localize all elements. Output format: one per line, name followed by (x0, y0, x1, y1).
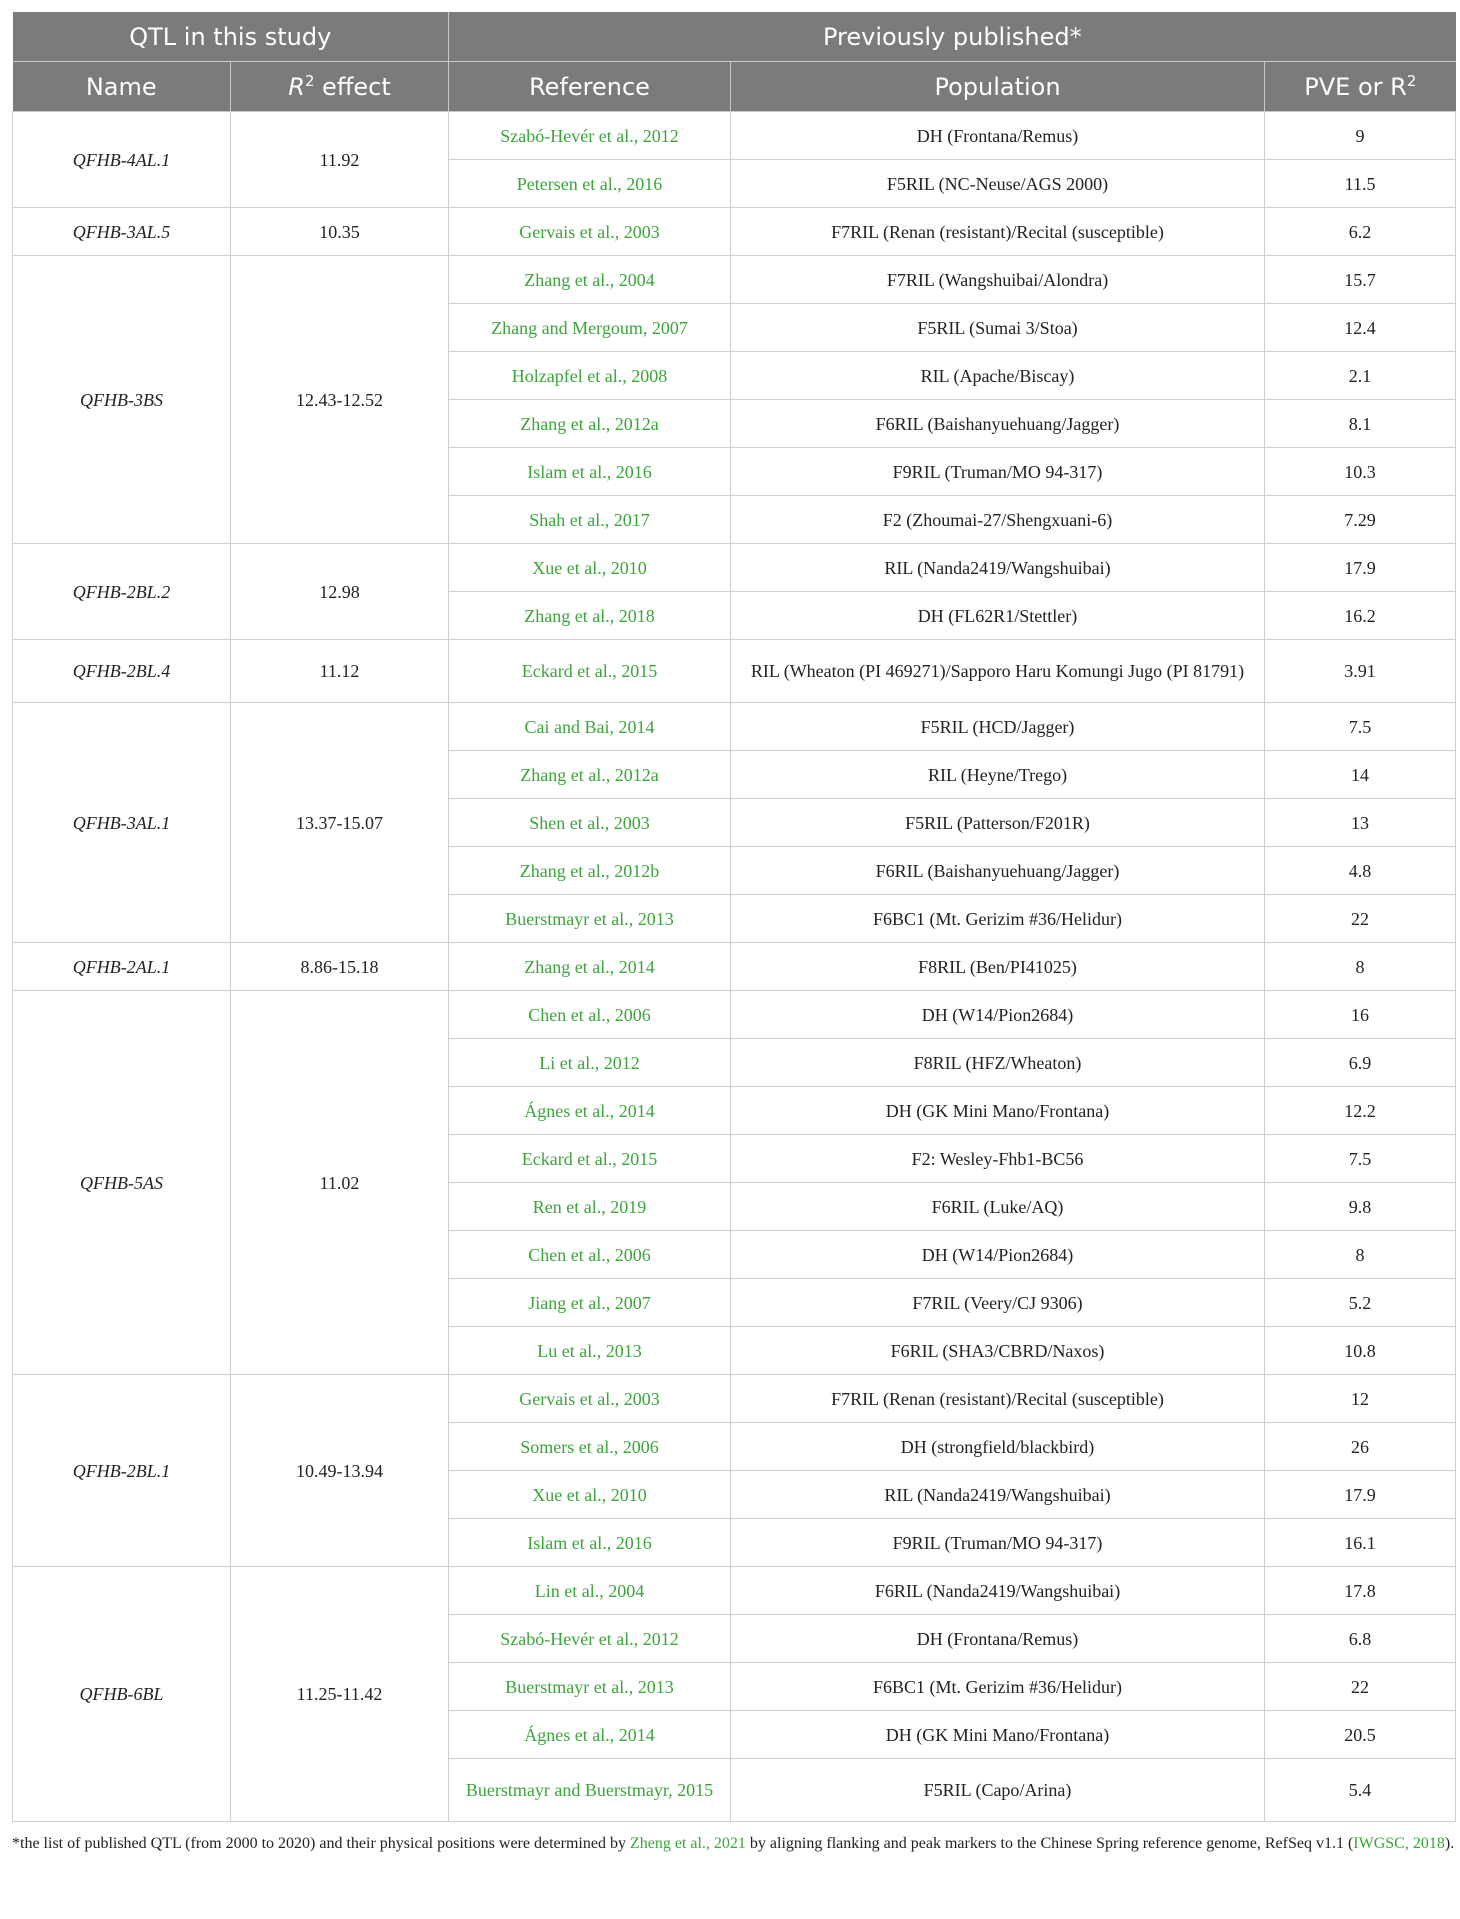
pve-cell: 5.4 (1265, 1759, 1456, 1822)
header-pve-label: PVE or R (1304, 73, 1407, 101)
reference-link[interactable]: Lin et al., 2004 (449, 1567, 731, 1615)
population-cell: F6RIL (SHA3/CBRD/Naxos) (731, 1327, 1265, 1375)
reference-link[interactable]: Ágnes et al., 2014 (449, 1711, 731, 1759)
header-effect-label: effect (314, 73, 391, 101)
reference-link[interactable]: Chen et al., 2006 (449, 991, 731, 1039)
pve-cell: 9.8 (1265, 1183, 1456, 1231)
reference-link[interactable]: Ren et al., 2019 (449, 1183, 731, 1231)
footnote-link-iwgsc-2018[interactable]: IWGSC, 2018 (1353, 1835, 1445, 1852)
reference-link[interactable]: Chen et al., 2006 (449, 1231, 731, 1279)
reference-link[interactable]: Zhang et al., 2018 (449, 592, 731, 640)
reference-link[interactable]: Zhang et al., 2012a (449, 400, 731, 448)
reference-link[interactable]: Cai and Bai, 2014 (449, 703, 731, 751)
footnote-text-end: ). (1444, 1835, 1455, 1852)
population-cell: DH (W14/Pion2684) (731, 1231, 1265, 1279)
r2-effect-cell: 8.86-15.18 (231, 943, 449, 991)
population-cell: F2 (Zhoumai-27/Shengxuani-6) (731, 496, 1265, 544)
r2-effect-cell: 12.43-12.52 (231, 256, 449, 544)
pve-cell: 12.4 (1265, 304, 1456, 352)
qtl-name-cell: QFHB-2BL.1 (13, 1375, 231, 1567)
table-row (13, 256, 1456, 304)
reference-link[interactable]: Buerstmayr et al., 2013 (449, 1663, 731, 1711)
reference-link[interactable]: Li et al., 2012 (449, 1039, 731, 1087)
reference-link[interactable]: Shen et al., 2003 (449, 799, 731, 847)
population-cell: DH (Frontana/Remus) (731, 112, 1265, 160)
qtl-name-cell: QFHB-5AS (13, 991, 231, 1375)
table-row (13, 544, 1456, 592)
population-cell: F7RIL (Wangshuibai/Alondra) (731, 256, 1265, 304)
pve-cell: 3.91 (1265, 640, 1456, 703)
reference-link[interactable]: Eckard et al., 2015 (449, 1135, 731, 1183)
reference-link[interactable]: Islam et al., 2016 (449, 448, 731, 496)
population-cell: F5RIL (NC-Neuse/AGS 2000) (731, 160, 1265, 208)
pve-cell: 22 (1265, 895, 1456, 943)
pve-cell: 8.1 (1265, 400, 1456, 448)
reference-link[interactable]: Zhang et al., 2012a (449, 751, 731, 799)
reference-link[interactable]: Zhang et al., 2004 (449, 256, 731, 304)
population-cell: F7RIL (Renan (resistant)/Recital (susceptible) (731, 208, 1265, 256)
pve-cell: 17.9 (1265, 544, 1456, 592)
r2-effect-cell: 13.37-15.07 (231, 703, 449, 943)
footnote-text-middle: by aligning flanking and peak markers to the Chinese Spring reference genome, RefSeq v1.1 ( (745, 1835, 1354, 1852)
r2-effect-cell: 10.35 (231, 208, 449, 256)
pve-cell: 15.7 (1265, 256, 1456, 304)
header-qtl-this-study: QTL in this study (13, 12, 449, 62)
table-body (13, 112, 1456, 1822)
pve-cell: 5.2 (1265, 1279, 1456, 1327)
pve-cell: 8 (1265, 943, 1456, 991)
reference-link[interactable]: Gervais et al., 2003 (449, 1375, 731, 1423)
header-group-row (13, 12, 1456, 62)
pve-cell: 11.5 (1265, 160, 1456, 208)
r2-effect-cell: 11.02 (231, 991, 449, 1375)
header-column-row (13, 62, 1456, 112)
population-cell: F9RIL (Truman/MO 94-317) (731, 1519, 1265, 1567)
pve-cell: 26 (1265, 1423, 1456, 1471)
reference-link[interactable]: Xue et al., 2010 (449, 544, 731, 592)
population-cell: RIL (Nanda2419/Wangshuibai) (731, 1471, 1265, 1519)
reference-link[interactable]: Petersen et al., 2016 (449, 160, 731, 208)
reference-link[interactable]: Holzapfel et al., 2008 (449, 352, 731, 400)
population-cell: F6RIL (Luke/AQ) (731, 1183, 1265, 1231)
table-container (12, 12, 1455, 1858)
population-cell: RIL (Heyne/Trego) (731, 751, 1265, 799)
reference-link[interactable]: Islam et al., 2016 (449, 1519, 731, 1567)
header-r-superscript: 2 (304, 72, 315, 90)
reference-link[interactable]: Shah et al., 2017 (449, 496, 731, 544)
pve-cell: 6.8 (1265, 1615, 1456, 1663)
population-cell: DH (strongfield/blackbird) (731, 1423, 1265, 1471)
r2-effect-cell: 10.49-13.94 (231, 1375, 449, 1567)
population-cell: F5RIL (HCD/Jagger) (731, 703, 1265, 751)
r2-effect-cell: 11.25-11.42 (231, 1567, 449, 1822)
population-cell: DH (Frontana/Remus) (731, 1615, 1265, 1663)
qtl-name-cell: QFHB-2AL.1 (13, 943, 231, 991)
header-pve-superscript: 2 (1406, 72, 1417, 90)
pve-cell: 9 (1265, 112, 1456, 160)
qtl-name-cell: QFHB-3BS (13, 256, 231, 544)
qtl-name-cell: QFHB-3AL.1 (13, 703, 231, 943)
population-cell: F6RIL (Baishanyuehuang/Jagger) (731, 400, 1265, 448)
reference-link[interactable]: Lu et al., 2013 (449, 1327, 731, 1375)
reference-link[interactable]: Buerstmayr and Buerstmayr, 2015 (449, 1759, 731, 1822)
population-cell: F6BC1 (Mt. Gerizim #36/Helidur) (731, 1663, 1265, 1711)
qtl-name-cell: QFHB-2BL.4 (13, 640, 231, 703)
pve-cell: 12.2 (1265, 1087, 1456, 1135)
reference-link[interactable]: Szabó-Hevér et al., 2012 (449, 1615, 731, 1663)
header-population: Population (731, 62, 1265, 112)
r2-effect-cell: 11.92 (231, 112, 449, 208)
table-row (13, 208, 1456, 256)
r2-effect-cell: 12.98 (231, 544, 449, 640)
table-row (13, 640, 1456, 703)
pve-cell: 7.5 (1265, 703, 1456, 751)
reference-link[interactable]: Zhang and Mergoum, 2007 (449, 304, 731, 352)
table-row (13, 703, 1456, 751)
pve-cell: 17.9 (1265, 1471, 1456, 1519)
pve-cell: 10.3 (1265, 448, 1456, 496)
population-cell: F5RIL (Patterson/F201R) (731, 799, 1265, 847)
population-cell: RIL (Wheaton (PI 469271)/Sapporo Haru Komungi Jugo (PI 81791) (731, 640, 1265, 703)
population-cell: RIL (Apache/Biscay) (731, 352, 1265, 400)
reference-link[interactable]: Szabó-Hevér et al., 2012 (449, 112, 731, 160)
pve-cell: 17.8 (1265, 1567, 1456, 1615)
population-cell: F5RIL (Sumai 3/Stoa) (731, 304, 1265, 352)
reference-link[interactable]: Somers et al., 2006 (449, 1423, 731, 1471)
pve-cell: 20.5 (1265, 1711, 1456, 1759)
reference-link[interactable]: Ágnes et al., 2014 (449, 1087, 731, 1135)
qtl-name-cell: QFHB-4AL.1 (13, 112, 231, 208)
header-r-symbol: R (288, 73, 305, 101)
population-cell: F5RIL (Capo/Arina) (731, 1759, 1265, 1822)
reference-link[interactable]: Xue et al., 2010 (449, 1471, 731, 1519)
reference-link[interactable]: Eckard et al., 2015 (449, 640, 731, 703)
population-cell: DH (GK Mini Mano/Frontana) (731, 1087, 1265, 1135)
table-row (13, 112, 1456, 160)
table-row (13, 943, 1456, 991)
footnote-text-start: *the list of published QTL (from 2000 to 2020) and their physical positions were determined by (12, 1835, 630, 1852)
pve-cell: 6.9 (1265, 1039, 1456, 1087)
population-cell: F2: Wesley-Fhb1-BC56 (731, 1135, 1265, 1183)
population-cell: DH (GK Mini Mano/Frontana) (731, 1711, 1265, 1759)
pve-cell: 7.5 (1265, 1135, 1456, 1183)
qtl-name-cell: QFHB-6BL (13, 1567, 231, 1822)
pve-cell: 16 (1265, 991, 1456, 1039)
footnote-link-zheng-2021[interactable]: Zheng et al., 2021 (629, 1835, 746, 1852)
pve-cell: 16.1 (1265, 1519, 1456, 1567)
r2-effect-cell: 11.12 (231, 640, 449, 703)
population-cell: F6RIL (Nanda2419/Wangshuibai) (731, 1567, 1265, 1615)
table-row (13, 991, 1456, 1039)
pve-cell: 14 (1265, 751, 1456, 799)
pve-cell: 12 (1265, 1375, 1456, 1423)
pve-cell: 10.8 (1265, 1327, 1456, 1375)
header-reference: Reference (449, 62, 731, 112)
header-name: Name (13, 62, 231, 112)
population-cell: F7RIL (Veery/CJ 9306) (731, 1279, 1265, 1327)
population-cell: F8RIL (Ben/PI41025) (731, 943, 1265, 991)
reference-link[interactable]: Zhang et al., 2012b (449, 847, 731, 895)
population-cell: F7RIL (Renan (resistant)/Recital (susceptible) (731, 1375, 1265, 1423)
pve-cell: 8 (1265, 1231, 1456, 1279)
reference-link[interactable]: Gervais et al., 2003 (449, 208, 731, 256)
population-cell: F8RIL (HFZ/Wheaton) (731, 1039, 1265, 1087)
table-row (13, 1567, 1456, 1615)
header-pve (1265, 62, 1456, 112)
pve-cell: 7.29 (1265, 496, 1456, 544)
pve-cell: 6.2 (1265, 208, 1456, 256)
qtl-table (12, 12, 1456, 1822)
reference-link[interactable]: Buerstmayr et al., 2013 (449, 895, 731, 943)
population-cell: DH (FL62R1/Stettler) (731, 592, 1265, 640)
pve-cell: 13 (1265, 799, 1456, 847)
population-cell: DH (W14/Pion2684) (731, 991, 1265, 1039)
footnote (12, 1830, 1455, 1858)
population-cell: F6RIL (Baishanyuehuang/Jagger) (731, 847, 1265, 895)
pve-cell: 22 (1265, 1663, 1456, 1711)
population-cell: RIL (Nanda2419/Wangshuibai) (731, 544, 1265, 592)
qtl-name-cell: QFHB-2BL.2 (13, 544, 231, 640)
qtl-name-cell: QFHB-3AL.5 (13, 208, 231, 256)
table-row (13, 1375, 1456, 1423)
header-previously-published: Previously published* (449, 12, 1456, 62)
reference-link[interactable]: Zhang et al., 2014 (449, 943, 731, 991)
pve-cell: 2.1 (1265, 352, 1456, 400)
population-cell: F9RIL (Truman/MO 94-317) (731, 448, 1265, 496)
header-r2-effect (231, 62, 449, 112)
pve-cell: 16.2 (1265, 592, 1456, 640)
pve-cell: 4.8 (1265, 847, 1456, 895)
population-cell: F6BC1 (Mt. Gerizim #36/Helidur) (731, 895, 1265, 943)
reference-link[interactable]: Jiang et al., 2007 (449, 1279, 731, 1327)
